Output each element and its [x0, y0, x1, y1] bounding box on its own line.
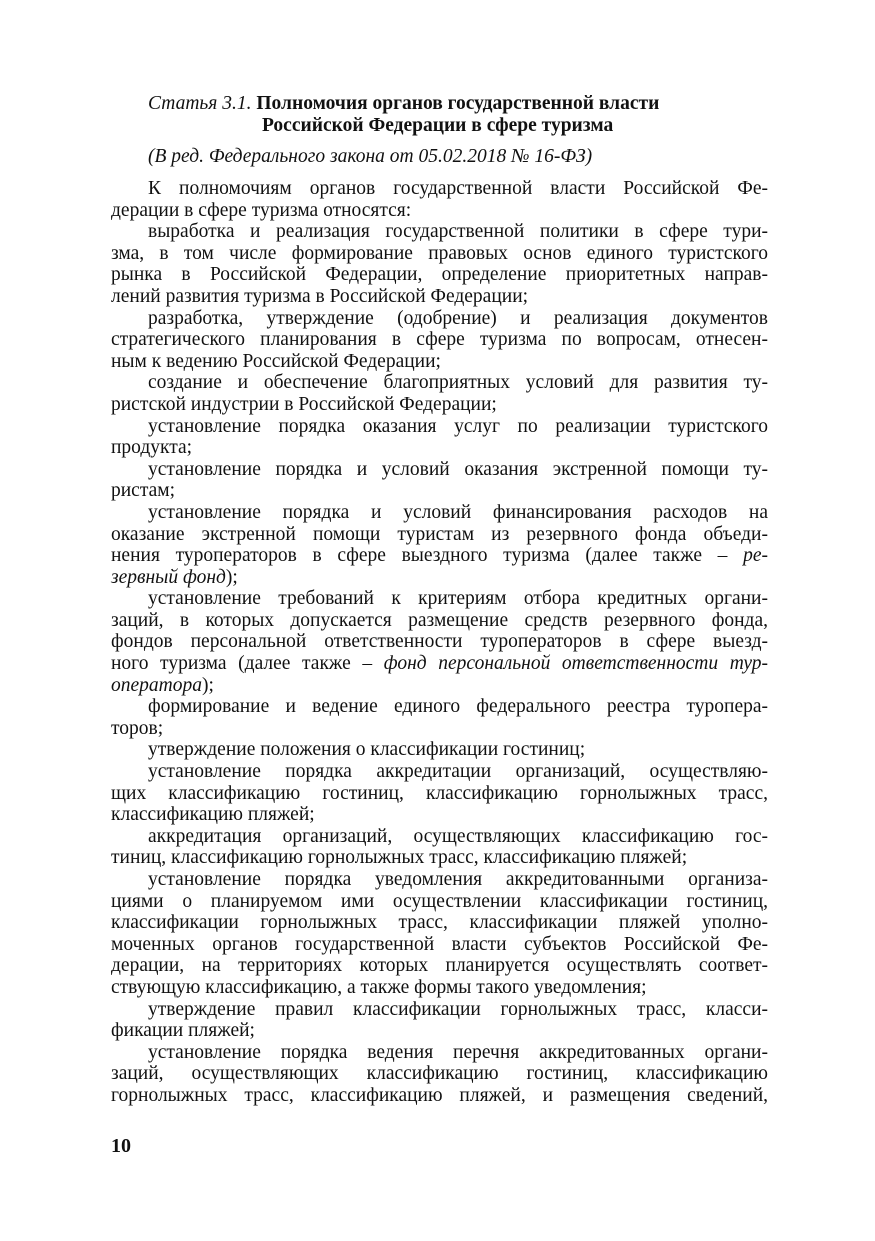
text-line: установление порядка аккредитации организаций, осуществляю-	[148, 761, 768, 783]
article-title-line-1: Полномочия органов государственной власти	[256, 93, 660, 114]
text-line: К полномочиям органов государственной власти Российской Фе-	[148, 178, 768, 199]
text-line: циями о планируемом ими осуществлении классификации гостиниц,	[111, 890, 768, 912]
text-line: ного туризма (далее также – фонд персональной ответственности тур-	[111, 653, 768, 675]
text-line: формирование и ведение единого федерального реестра туропера-	[148, 696, 768, 718]
text-line: оказание экстренной помощи туристам из резервного фонда объеди-	[111, 523, 768, 545]
text-line: установление порядка уведомления аккредитованными организа-	[148, 869, 768, 890]
text-line: фондов персональной ответственности туроператоров в сфере выезд-	[111, 631, 768, 653]
article-body	[111, 178, 768, 1107]
italic-term: ре-	[743, 545, 768, 567]
text-line: утверждение положения о классификации гостиниц;	[148, 739, 586, 761]
text-line	[111, 675, 768, 697]
text-line: создание и обеспечение благоприятных условий для развития ту-	[148, 372, 768, 394]
article-heading	[148, 93, 768, 137]
text-line: рынка в Российской Федерации, определение приоритетных направ-	[111, 264, 768, 286]
text-line: классификации горнолыжных трасс, классификации пляжей уполно-	[111, 912, 768, 934]
text-line: установление порядка оказания услуг по реализации туристского	[148, 415, 768, 437]
text-line: утверждение правил классификации горнолыжных трасс, класси-	[148, 998, 768, 1020]
text-line: выработка и реализация государственной политики в сфере тури-	[148, 221, 768, 243]
text-line: продукта;	[111, 437, 193, 459]
page-number: 10	[111, 1135, 131, 1157]
text-line: дерации в сфере туризма относятся:	[111, 199, 412, 221]
text-line: щих классификацию гостиниц, классификацию горнолыжных трасс,	[111, 782, 768, 804]
text-line: аккредитация организаций, осуществляющих классификацию гос-	[148, 825, 768, 847]
italic-term: оператора	[111, 674, 202, 696]
text-line: торов;	[111, 717, 164, 739]
italic-term: фонд персональной ответственности тур-	[383, 653, 768, 675]
closing-punctuation: );	[202, 674, 214, 696]
text-line: стратегического планирования в сфере туризма по вопросам, отнесен-	[111, 329, 768, 351]
text-line: заций, осуществляющих классификацию гостиниц, классификацию	[111, 1063, 768, 1085]
text-line: заций, в которых допускается размещение средств резервного фонда,	[111, 609, 768, 631]
text-line: ристам;	[111, 480, 176, 502]
text-line: установление порядка и условий финансирования расходов на	[148, 501, 768, 523]
text-line: установление порядка ведения перечня аккредитованных органи-	[148, 1041, 768, 1063]
text-line: зма, в том числе формирование правовых основ единого туристского	[111, 242, 768, 264]
text-line: моченных органов государственной власти субъектов Российской Фе-	[111, 933, 768, 955]
text-line: ристской индустрии в Российской Федерации;	[111, 393, 497, 415]
text-line: ным к ведению Российской Федерации;	[111, 350, 441, 372]
text-line: горнолыжных трасс, классификацию пляжей, и размещения сведений,	[111, 1084, 768, 1106]
text-line: установление требований к критериям отбора кредитных органи-	[148, 588, 768, 610]
text-line: лений развития туризма в Российской Федерации;	[111, 285, 529, 307]
text-line: дерации, на территориях которых планируется осуществлять соответ-	[111, 955, 768, 977]
text-line: ствующую классификацию, а также формы такого уведомления;	[111, 976, 647, 998]
amendment-note: (В ред. Федерального закона от 05.02.2018 № 16-ФЗ)	[148, 146, 593, 167]
text-line: установление порядка и условий оказания экстренной помощи ту-	[148, 458, 768, 480]
text-line: фикации пляжей;	[111, 1020, 255, 1042]
text-line: нения туроператоров в сфере выездного туризма (далее также – ре-	[111, 545, 768, 567]
article-title-line-2: Российской Федерации в сфере туризма	[262, 115, 614, 136]
text-line: классификацию пляжей;	[111, 804, 315, 826]
text-line: тиниц, классификацию горнолыжных трасс, классификацию пляжей;	[111, 847, 688, 869]
italic-term: зервный фонд	[111, 566, 226, 588]
text-line: разработка, утверждение (одобрение) и реализация документов	[148, 307, 768, 329]
text-line	[111, 567, 768, 589]
closing-punctuation: );	[225, 566, 238, 588]
article-number: Статья 3.1.	[148, 93, 252, 114]
